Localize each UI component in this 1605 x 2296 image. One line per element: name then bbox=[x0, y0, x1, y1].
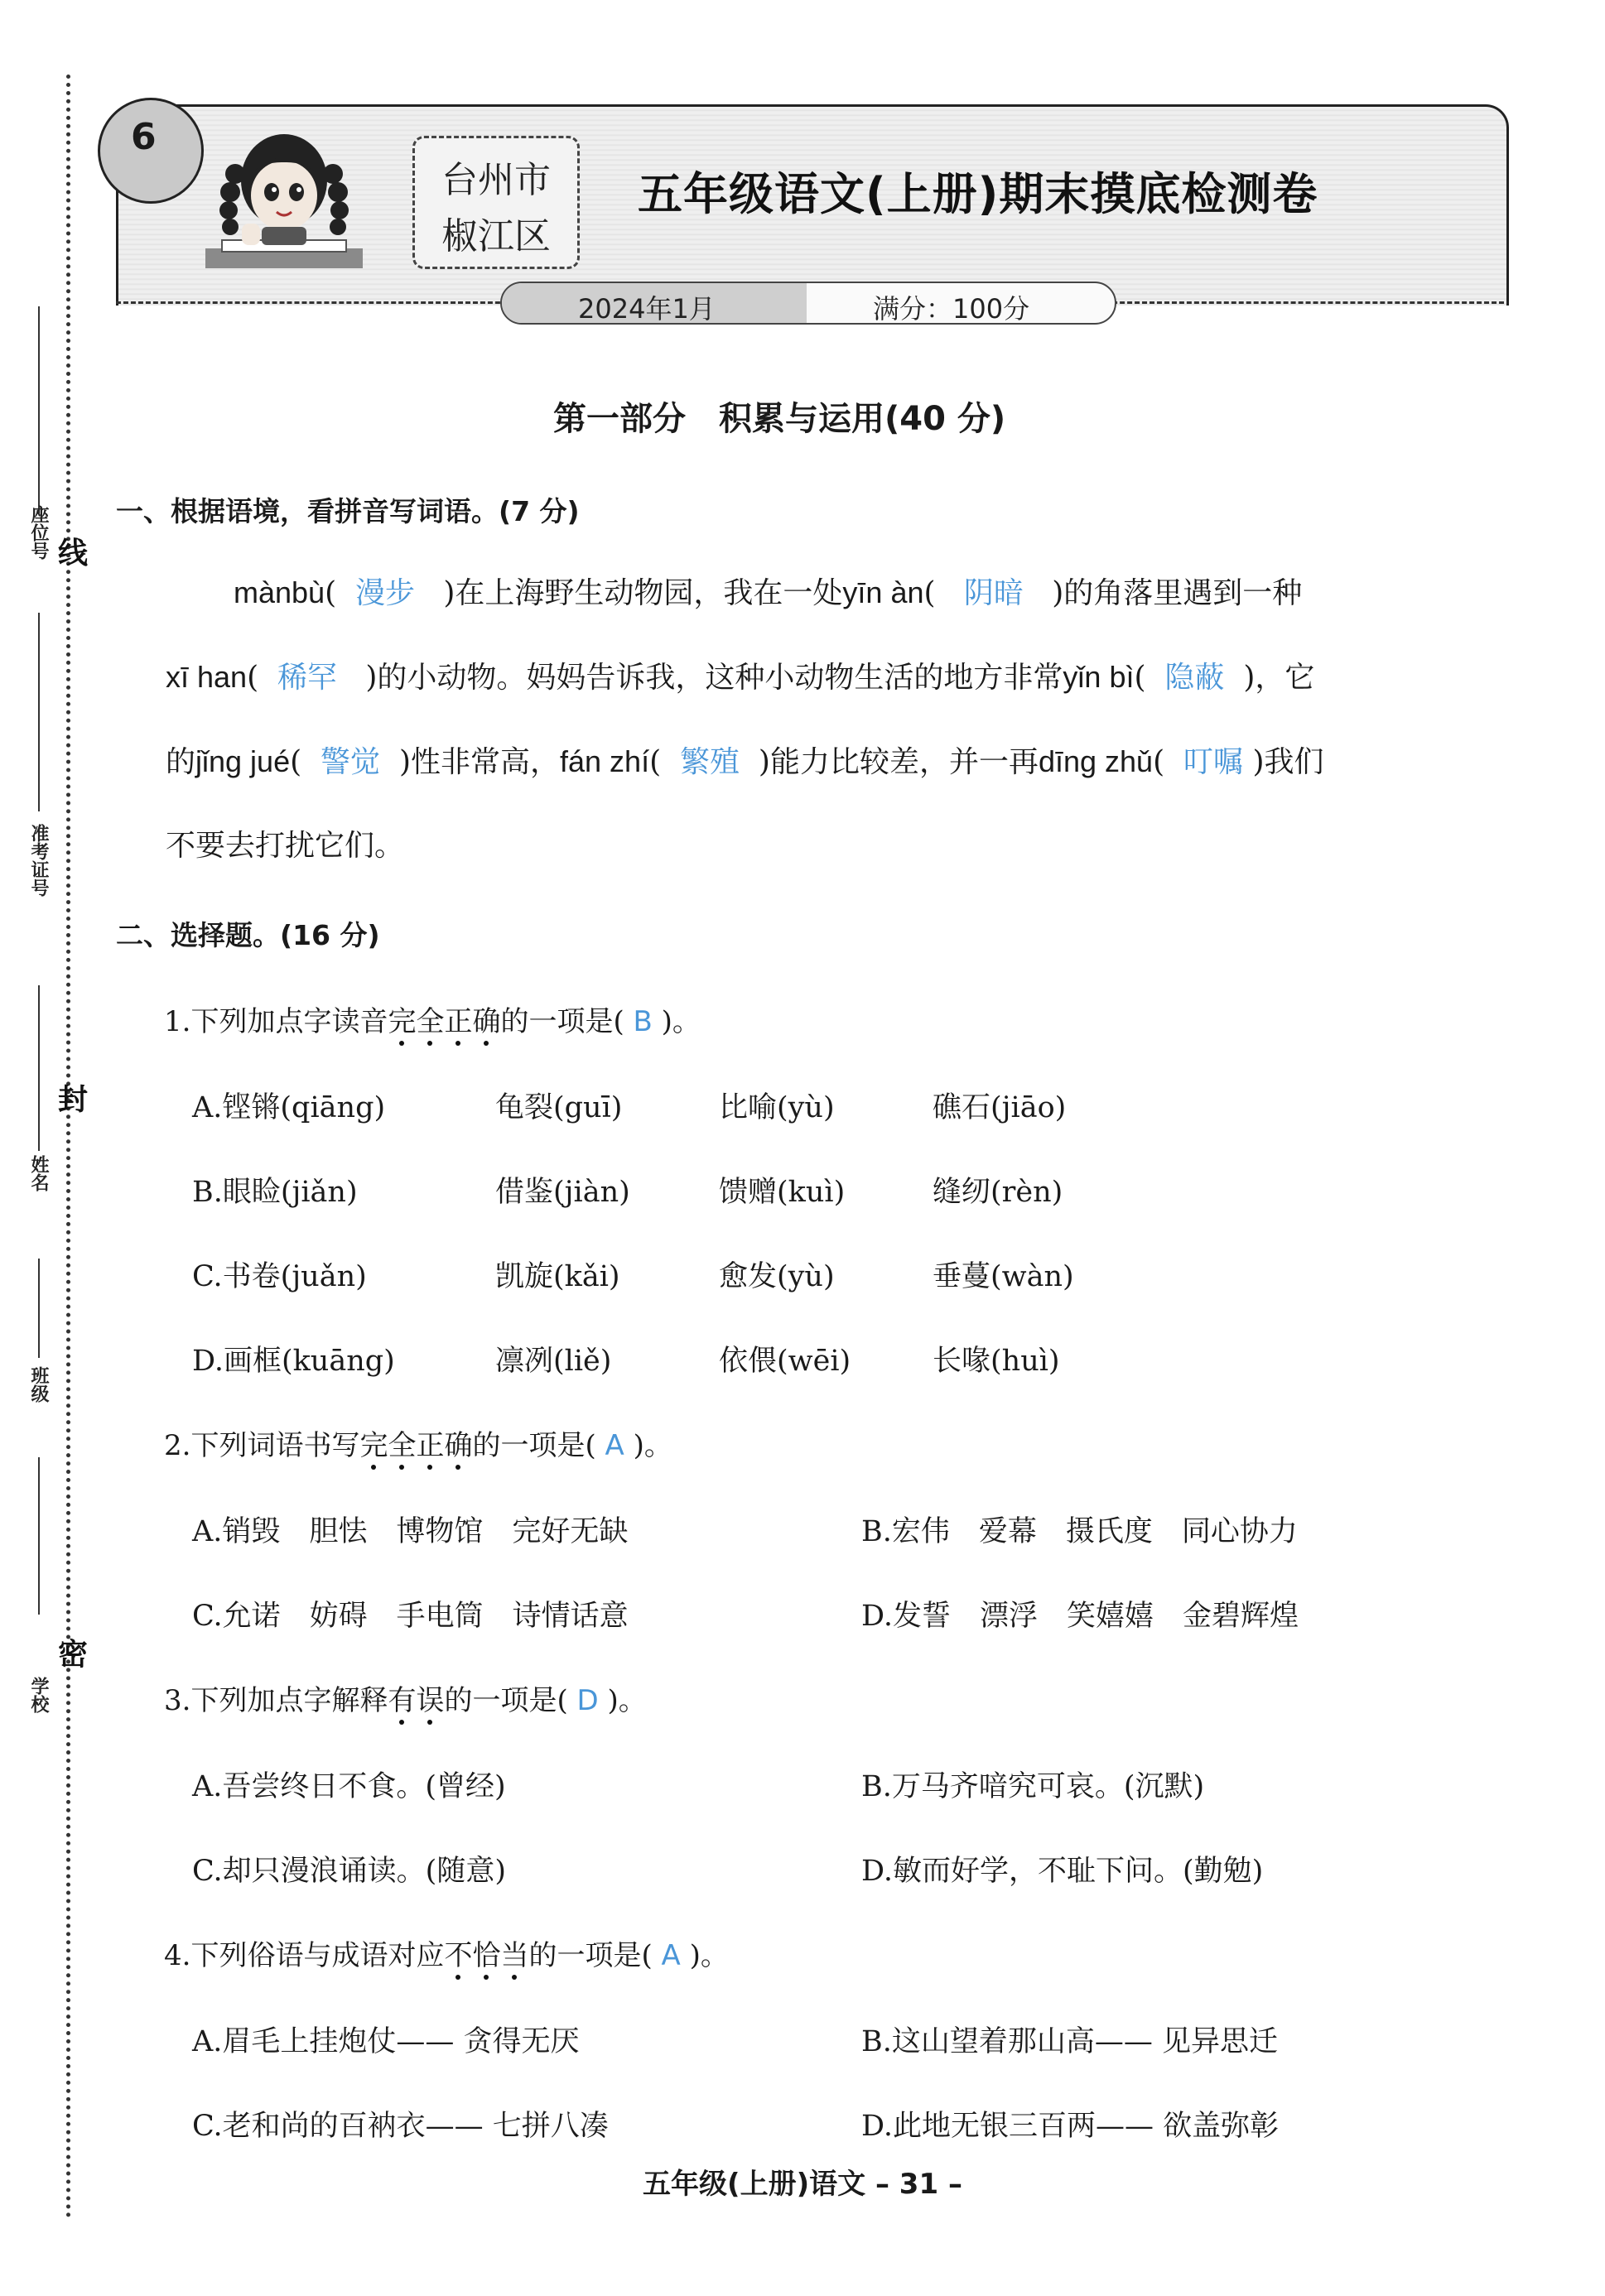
question-3-answer: D bbox=[576, 1684, 599, 1717]
seal-char-mi: 密 bbox=[57, 1638, 88, 1672]
passage-line-3 bbox=[166, 742, 1324, 782]
q4-option-b: B.这山望着那山高—— 见异思迁 bbox=[861, 2025, 1278, 2058]
q2-option-a: A.销毁 胆怯 博物馆 完好无缺 bbox=[192, 1515, 629, 1548]
passage-text: )在上海野生动物园，我在一处 bbox=[443, 576, 843, 610]
pinyin: yǐn bì bbox=[1063, 660, 1135, 694]
dotted-emphasis: 不恰当 bbox=[444, 1939, 528, 1972]
stem-text: )。 bbox=[607, 1684, 647, 1717]
pinyin: dīng zhǔ bbox=[1038, 744, 1154, 778]
q2-option-d: D.发誓 漂浮 笑嬉嬉 金碧辉煌 bbox=[861, 1600, 1299, 1633]
q1-option-b-2: 借鉴(jiàn) bbox=[495, 1176, 630, 1209]
q1-option-b-1: B.眼睑(jiǎn) bbox=[192, 1176, 358, 1209]
stem-text: 的一项是( bbox=[472, 1429, 596, 1462]
pinyin: mànbù bbox=[234, 575, 325, 609]
class-label: 班级 bbox=[28, 1366, 49, 1403]
paren: ( bbox=[649, 745, 662, 779]
q1-option-a-4: 礁石(jiāo) bbox=[933, 1091, 1067, 1124]
pinyin: yīn àn bbox=[842, 575, 924, 609]
paren: ( bbox=[290, 745, 302, 779]
passage-text: )的小动物。妈妈告诉我，这种小动物生活的地方非常 bbox=[365, 661, 1063, 695]
question-2-stem bbox=[164, 1422, 672, 1463]
stem-text: 2.下列词语书写 bbox=[164, 1429, 360, 1462]
stem-text: 的一项是( bbox=[500, 1005, 624, 1038]
stem-text: )。 bbox=[661, 1005, 701, 1038]
section1-heading: 一、根据语境，看拼音写词语。(7 分) bbox=[116, 495, 580, 527]
stem-text: )。 bbox=[633, 1429, 672, 1462]
q1-option-d-2: 凛冽(liě) bbox=[495, 1345, 612, 1378]
girl-reading-illustration bbox=[205, 116, 371, 273]
answer-text: 阴暗 bbox=[963, 576, 1024, 610]
test-number: 6 bbox=[131, 116, 157, 158]
passage-text: 不要去打扰它们。 bbox=[166, 829, 405, 863]
passage-text: )，它 bbox=[1243, 661, 1315, 695]
q3-option-b: B.万马齐喑究可哀。(沉默) bbox=[861, 1770, 1205, 1803]
paren: ( bbox=[325, 576, 337, 610]
question-2-answer: A bbox=[605, 1429, 624, 1462]
q3-option-c: C.却只漫浪诵读。(随意) bbox=[192, 1855, 506, 1888]
stem-text: 1.下列加点字读音 bbox=[164, 1005, 388, 1038]
seat-number-label: 座位号 bbox=[28, 505, 49, 560]
answer-text: 隐蔽 bbox=[1164, 661, 1225, 695]
passage-line-1 bbox=[234, 573, 1302, 614]
dotted-emphasis: 完全正确 bbox=[388, 1005, 500, 1038]
answer-text: 漫步 bbox=[355, 576, 416, 610]
q2-option-b: B.宏伟 爱幕 摄氏度 同心协力 bbox=[861, 1515, 1298, 1548]
name-label: 姓名 bbox=[28, 1155, 49, 1191]
region-box bbox=[412, 136, 580, 269]
q1-option-b-3: 馈赠(kuì) bbox=[719, 1176, 846, 1209]
part1-title: 第一部分 积累与运用(40 分) bbox=[553, 400, 1006, 438]
q3-option-a: A.吾尝终日不食。(曾经) bbox=[192, 1770, 506, 1803]
passage-text: )我们 bbox=[1252, 745, 1324, 779]
answer-text: 警觉 bbox=[321, 745, 381, 779]
school-label: 学校 bbox=[28, 1677, 49, 1713]
region-city: 台州市 bbox=[441, 159, 551, 201]
passage-text: 的 bbox=[166, 745, 196, 779]
q3-option-d: D.敏而好学，不耻下问。(勤勉) bbox=[861, 1855, 1264, 1888]
dotted-emphasis: 完全正确 bbox=[359, 1429, 472, 1462]
q1-option-a-1: A.铿锵(qiāng) bbox=[192, 1091, 386, 1124]
paren: ( bbox=[247, 661, 259, 695]
stem-text: )。 bbox=[689, 1939, 729, 1972]
q1-option-d-1: D.画框(kuāng) bbox=[192, 1345, 395, 1378]
question-4-stem bbox=[164, 1933, 729, 1973]
pinyin: jǐng jué bbox=[195, 744, 291, 778]
seat-number-line bbox=[38, 306, 40, 513]
q1-option-c-2: 凯旋(kǎi) bbox=[495, 1260, 620, 1293]
seal-char-line: 线 bbox=[57, 537, 88, 570]
stem-text: 的一项是( bbox=[528, 1939, 653, 1972]
paren: ( bbox=[1153, 745, 1165, 779]
binding-dotted-line bbox=[66, 75, 70, 2219]
q4-option-c: C.老和尚的百衲衣—— 七拼八凑 bbox=[192, 2110, 609, 2143]
q1-option-c-1: C.书卷(juǎn) bbox=[192, 1260, 367, 1293]
question-3-stem bbox=[164, 1677, 647, 1718]
question-4-answer: A bbox=[661, 1939, 681, 1972]
stem-text: 4.下列俗语与成语对应 bbox=[164, 1939, 445, 1972]
passage-text: )性非常高， bbox=[398, 745, 560, 779]
full-score: 满分：100分 bbox=[873, 293, 1030, 325]
q1-option-a-3: 比喻(yù) bbox=[719, 1091, 835, 1124]
pinyin: xī han bbox=[166, 660, 248, 694]
q1-option-a-2: 龟裂(guī) bbox=[495, 1091, 623, 1124]
stem-text: 的一项是( bbox=[444, 1684, 568, 1717]
paren: ( bbox=[923, 576, 936, 610]
q1-option-b-4: 缝纫(rèn) bbox=[933, 1176, 1063, 1209]
dotted-emphasis: 有误 bbox=[388, 1684, 444, 1717]
q1-option-d-4: 长喙(huì) bbox=[933, 1345, 1060, 1378]
q1-option-c-3: 愈发(yù) bbox=[719, 1260, 835, 1293]
region-district: 椒江区 bbox=[441, 215, 551, 258]
passage-line-4 bbox=[166, 826, 404, 866]
answer-text: 稀罕 bbox=[277, 661, 338, 695]
stem-text: 3.下列加点字解释 bbox=[164, 1684, 388, 1717]
class-line bbox=[38, 1259, 40, 1358]
page-footer: 五年级(上册)语文 – 31 – bbox=[643, 2168, 962, 2201]
name-line bbox=[38, 985, 40, 1151]
pinyin: fán zhí bbox=[560, 744, 650, 778]
passage-line-2 bbox=[166, 657, 1314, 698]
answer-text: 繁殖 bbox=[680, 745, 740, 779]
q4-option-d: D.此地无银三百两—— 欲盖弥彰 bbox=[861, 2110, 1280, 2143]
exam-info-pill bbox=[500, 282, 1116, 325]
exam-number-line bbox=[38, 613, 40, 811]
answer-text: 叮嘱 bbox=[1183, 745, 1244, 779]
paren: ( bbox=[1134, 661, 1146, 695]
school-line bbox=[38, 1457, 40, 1615]
question-1-answer: B bbox=[633, 1005, 653, 1038]
seal-char-seal: 封 bbox=[57, 1083, 88, 1117]
q1-option-c-4: 垂蔓(wàn) bbox=[933, 1260, 1074, 1293]
exam-title: 五年级语文(上册)期末摸底检测卷 bbox=[638, 168, 1318, 220]
section2-heading: 二、选择题。(16 分) bbox=[116, 919, 380, 951]
exam-date: 2024年1月 bbox=[578, 293, 716, 325]
q4-option-a: A.眉毛上挂炮仗—— 贪得无厌 bbox=[192, 2025, 580, 2058]
q1-option-d-3: 依偎(wēi) bbox=[719, 1345, 851, 1378]
exam-number-label: 准考证号 bbox=[28, 824, 49, 897]
passage-text: )能力比较差，并一再 bbox=[758, 745, 1039, 779]
q2-option-c: C.允诺 妨碍 手电筒 诗情话意 bbox=[192, 1600, 629, 1633]
question-1-stem bbox=[164, 999, 701, 1039]
passage-text: )的角落里遇到一种 bbox=[1052, 576, 1303, 610]
